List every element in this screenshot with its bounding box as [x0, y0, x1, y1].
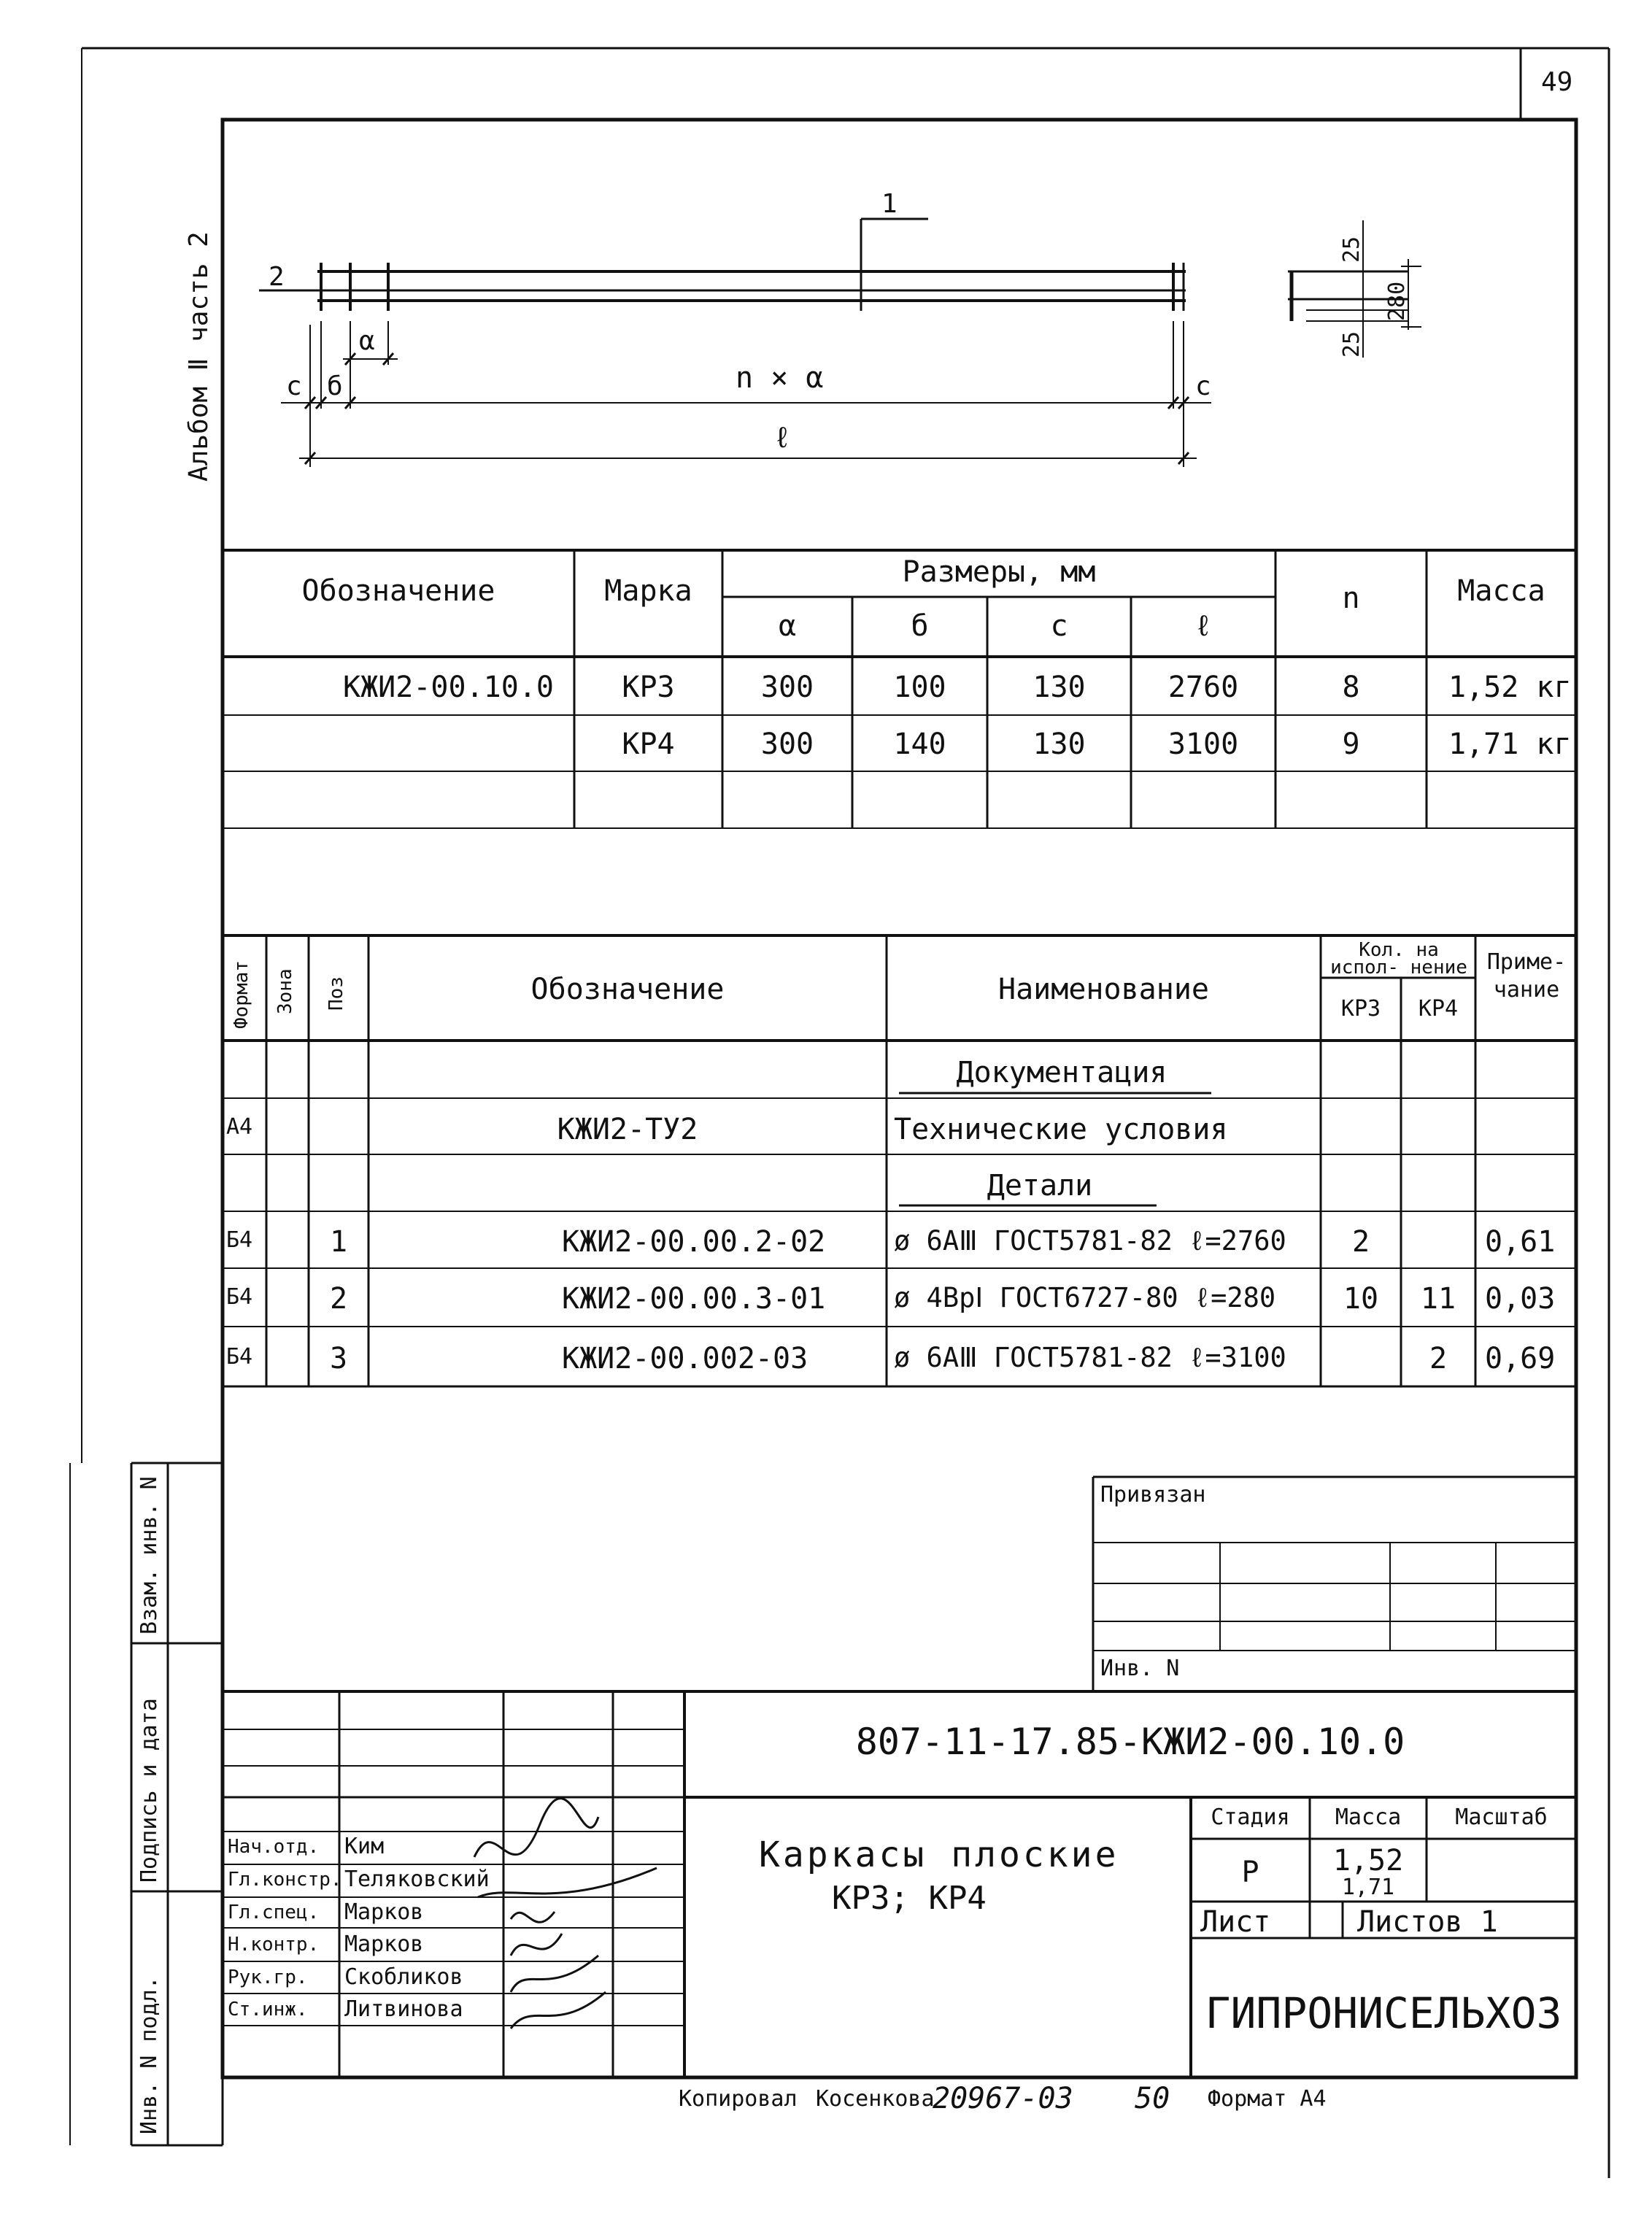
- stamp-podpis: Подпись и дата: [136, 1698, 162, 1883]
- org-name: ГИПРОНИСЕЛЬХОЗ: [1205, 1988, 1562, 2038]
- spec-header-qty: Кол. на испол- нение: [1330, 939, 1467, 979]
- person-6-role: Ст.инж.: [228, 1999, 308, 2020]
- scale-label: Масштаб: [1455, 1805, 1548, 1830]
- spec-header-qty-kr4: КР4: [1418, 996, 1459, 1022]
- person-2-role: Гл.констр.: [228, 1869, 342, 1891]
- footer-number: 20967-03: [933, 2082, 1073, 2115]
- dims-row2-c: 130: [1032, 727, 1086, 761]
- dims-header-n: n: [1342, 582, 1360, 615]
- dims-row2-a: 300: [760, 727, 814, 761]
- person-6-name: Литвинова: [344, 1996, 463, 2022]
- dims-row2-mark: КР4: [622, 727, 675, 761]
- person-5-name: Скобликов: [344, 1964, 463, 1990]
- person-5-role: Рук.гр.: [228, 1967, 308, 1988]
- spec-header-zone: Зона: [274, 968, 296, 1014]
- dims-row1-l: 2760: [1167, 671, 1239, 704]
- person-1-role: Нач.отд.: [228, 1836, 320, 1858]
- spec-row4-name: ø 6АⅢ ГОСТ5781-82 ℓ=2760: [894, 1225, 1286, 1257]
- dims-row1-designation: КЖИ2-00.10.0: [343, 671, 554, 704]
- dim-n-a-label: n × α: [736, 361, 824, 395]
- page-number: 49: [1541, 67, 1573, 97]
- doc-code: 807-11-17.85-КЖИ2-00.10.0: [855, 1721, 1405, 1763]
- spec-row5-kr3: 10: [1343, 1282, 1379, 1316]
- spec-header-designation: Обозначение: [530, 973, 725, 1006]
- dims-row2-mass: 1,71 кг: [1448, 727, 1572, 761]
- spec-row5-pos: 2: [329, 1282, 348, 1316]
- spec-header-qty-kr3: КР3: [1340, 996, 1381, 1022]
- dims-row2-b: 140: [893, 727, 946, 761]
- spec-row5-note: 0,03: [1485, 1282, 1556, 1316]
- person-4-name: Марков: [344, 1931, 424, 1957]
- spec-header-name: Наименование: [998, 973, 1209, 1006]
- spec-header-format: Формат: [231, 960, 252, 1029]
- spec-row6-format: Б4: [226, 1344, 253, 1370]
- mass-value-2: 1,71: [1341, 1875, 1395, 1900]
- dims-row1-mass: 1,52 кг: [1448, 671, 1572, 704]
- stage-label: Стадия: [1211, 1805, 1290, 1830]
- spec-row4-pos: 1: [329, 1225, 348, 1259]
- spec-row5-name: ø 4ВрⅠ ГОСТ6727-80 ℓ=280: [894, 1282, 1276, 1313]
- spec-row6-pos: 3: [329, 1342, 348, 1375]
- person-2-name: Теляковский: [344, 1867, 490, 1892]
- dim-c-right-label: c: [1195, 371, 1211, 401]
- section-height-dim: 280: [1384, 281, 1410, 321]
- person-1-name: Ким: [344, 1834, 385, 1859]
- dims-sub-l: ℓ: [1194, 609, 1212, 643]
- spec-row6-kr4: 2: [1429, 1342, 1448, 1375]
- stamp-vzam: Взам. инв. N: [136, 1476, 162, 1634]
- spec-row5-designation: КЖИ2-00.00.3-01: [562, 1282, 826, 1316]
- side-label: Альбом Ⅱ часть 2: [184, 231, 214, 482]
- spec-row5-kr4: 11: [1420, 1282, 1456, 1316]
- spec-row4-format: Б4: [226, 1227, 253, 1253]
- stamp-inv-podl: Инв. N подл.: [136, 1976, 162, 2134]
- sheet-label: Лист: [1200, 1905, 1271, 1939]
- title-line1: Каркасы плоские: [759, 1834, 1119, 1875]
- title-line2: КР3; КР4: [832, 1880, 987, 1917]
- spec-row4-designation: КЖИ2-00.00.2-02: [562, 1225, 826, 1259]
- footer-format: Формат А4: [1208, 2086, 1327, 2112]
- dims-header-mark: Марка: [604, 574, 692, 608]
- person-4-role: Н.контр.: [228, 1934, 320, 1956]
- pos-1-label: 1: [881, 189, 898, 219]
- dims-sub-c: c: [1050, 609, 1068, 643]
- dims-header-sizes: Размеры, мм: [902, 555, 1096, 589]
- section-bottom-dim: 25: [1339, 331, 1365, 358]
- spec-row6-note: 0,69: [1485, 1342, 1556, 1375]
- dims-row1-a: 300: [760, 671, 814, 704]
- spec-heading-documentation: Документация: [956, 1056, 1167, 1089]
- spec-row2-format: А4: [226, 1114, 253, 1140]
- dims-header-designation: Обозначение: [301, 574, 495, 608]
- dim-a-label: α: [359, 326, 375, 356]
- footer-copied: Копировал: [679, 2086, 798, 2112]
- dims-header-mass: Масса: [1457, 574, 1545, 608]
- binding-inv: Инв. N: [1100, 1656, 1180, 1681]
- spec-row4-kr3: 2: [1351, 1225, 1370, 1259]
- spec-row4-note: 0,61: [1485, 1225, 1556, 1259]
- dims-row1-n: 8: [1342, 671, 1360, 704]
- mass-label: Масса: [1335, 1805, 1402, 1830]
- spec-header-pos: Поз: [325, 976, 347, 1011]
- pos-2-label: 2: [269, 262, 285, 292]
- dim-c-left-label: c: [286, 371, 302, 401]
- dims-row1-mark: КР3: [622, 671, 675, 704]
- mass-value-1: 1,52: [1332, 1844, 1404, 1877]
- footer-page-no: 50: [1135, 2082, 1170, 2115]
- dims-sub-a: α: [778, 609, 797, 643]
- stage-value: Р: [1241, 1856, 1259, 1889]
- person-3-name: Марков: [344, 1899, 424, 1925]
- spec-row6-designation: КЖИ2-00.002-03: [562, 1342, 808, 1375]
- section-top-dim: 25: [1339, 236, 1365, 263]
- spec-row6-name: ø 6АⅢ ГОСТ5781-82 ℓ=3100: [894, 1342, 1286, 1373]
- dims-row1-c: 130: [1032, 671, 1086, 704]
- spec-row5-format: Б4: [226, 1284, 253, 1310]
- person-3-role: Гл.спец.: [228, 1902, 320, 1923]
- spec-header-note: Приме- чание: [1486, 949, 1567, 1003]
- dims-row1-b: 100: [893, 671, 946, 704]
- spec-heading-details: Детали: [987, 1169, 1093, 1203]
- dim-l-label: ℓ: [773, 421, 792, 455]
- dim-b-label: б: [327, 371, 343, 401]
- binding-privyazan: Привязан: [1100, 1482, 1206, 1508]
- dims-row2-n: 9: [1342, 727, 1360, 761]
- sheets-label: Листов 1: [1357, 1905, 1498, 1939]
- spec-row2-designation: КЖИ2-ТУ2: [557, 1113, 698, 1146]
- footer-copier: Косенкова: [816, 2086, 935, 2112]
- dims-sub-b: б: [911, 609, 929, 643]
- spec-row2-name: Технические условия: [894, 1113, 1228, 1146]
- dims-row2-l: 3100: [1167, 727, 1239, 761]
